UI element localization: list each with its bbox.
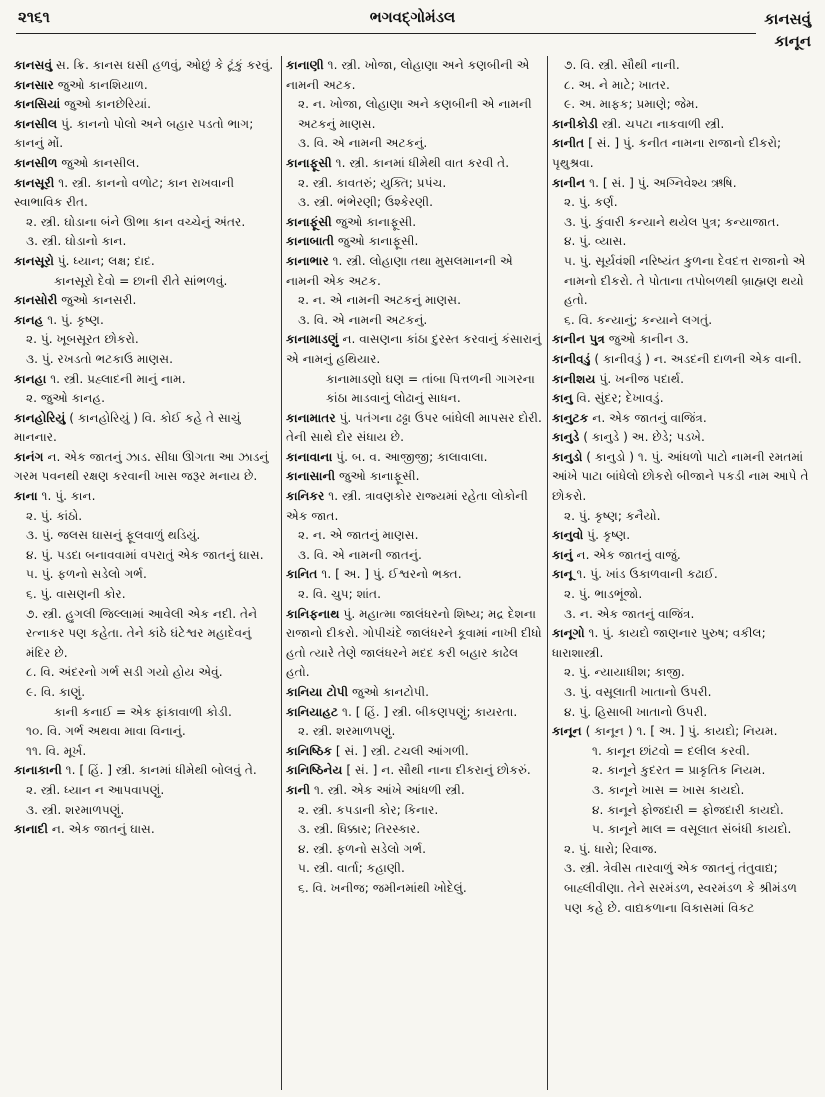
entry-definition: પું. કાનનો પોલો અને બહાર પડતો ભાગ; કાનનું મોં. bbox=[14, 116, 254, 151]
entry-definition: પું. ધ્યાન; લક્ષ; દાદ. bbox=[53, 253, 155, 268]
entry-definition: વિ. સુંદર; દેખાવડું. bbox=[572, 391, 664, 406]
dictionary-entry bbox=[552, 115, 814, 135]
entry-definition: ૬. પું. વાસણની કોર. bbox=[26, 587, 126, 602]
headword: કાનસિયાં bbox=[14, 97, 61, 112]
dictionary-entry bbox=[286, 605, 542, 683]
headword: કાનુડે bbox=[552, 430, 580, 445]
entry-sense bbox=[286, 291, 542, 311]
entry-sense bbox=[14, 546, 276, 566]
headword: કાનૂન bbox=[552, 724, 582, 739]
entry-definition: જુઓ કાનશિયાળ. bbox=[53, 77, 148, 92]
entry-definition: ૧૧. વિ. મૂર્ખ. bbox=[26, 743, 87, 758]
entry-definition: ૪. સ્ત્રી. ફળનો સડેલો ગર્ભ. bbox=[298, 841, 426, 856]
entry-definition: [ સં. ] પું. કનીત નામના રાજાનો દીકરો; પૃથુશ્રવા. bbox=[552, 136, 782, 170]
entry-definition: ૨. જુઓ કાનહ. bbox=[26, 391, 106, 406]
entry-definition: ૩. પું. રખડતો ભટકાઉ માણસ. bbox=[26, 351, 174, 366]
dictionary-entry bbox=[552, 448, 814, 507]
entry-phrase bbox=[552, 820, 814, 840]
entry-sense bbox=[552, 859, 814, 918]
headword: કાનીત bbox=[552, 136, 585, 151]
dictionary-entry bbox=[14, 820, 276, 840]
entry-sense bbox=[286, 801, 542, 821]
headword: કાનું bbox=[552, 547, 573, 562]
dictionary-entry bbox=[552, 350, 814, 370]
entry-definition: ૪. પું. હિસાબી ખાતાનો ઉપરી. bbox=[564, 704, 708, 719]
header-rule bbox=[16, 33, 756, 34]
headword: કાનસૂરી bbox=[14, 175, 55, 190]
entry-sense bbox=[286, 526, 542, 546]
entry-definition: કાનસૂરો દેવો = છાની રીતે સાંભળવું. bbox=[54, 273, 228, 288]
dictionary-entry bbox=[286, 448, 542, 468]
entry-definition: ૨. પું. ધારો; રિવાજ. bbox=[564, 841, 658, 856]
entry-definition: ( કાનુડે ) અ. છેડે; પડખે. bbox=[579, 430, 705, 445]
entry-definition: ૫. પું. સૂર્યવંશી નરિષ્યંત કુળના દેવદત્ત રાજાનો એ નામનો દીકરો. તે પોતાના તપોબળથી બ્રાહ્મણ થયો હતો. bbox=[564, 253, 806, 308]
entry-definition: ૧. પું. કાયદો જાણનાર પુરુષ; વકીલ; ધારાશાસ્ત્રી. bbox=[552, 626, 766, 660]
entry-sense bbox=[286, 95, 542, 134]
entry-definition: ન. એક જાતનું વાજિંત્ર. bbox=[588, 410, 707, 425]
dictionary-entry bbox=[14, 409, 276, 448]
entry-definition: ( કાનુડો ) ૧. પું. આંધળો પાટો નામની રમતમાં આંખે પાટા બાંધેલો છોકરો બીજાને પકડી નામ આપે તે છોકરો. bbox=[552, 449, 809, 504]
entry-phrase bbox=[14, 703, 276, 723]
dictionary-entry bbox=[286, 252, 542, 291]
headword: કાનસીલ bbox=[14, 116, 58, 131]
dictionary-entry bbox=[286, 565, 542, 585]
headword: કાનસૂરો bbox=[14, 253, 54, 268]
entry-definition: ૮. અ. ને માટે; ખાતર. bbox=[564, 77, 670, 92]
entry-definition: ૨. પું. ન્યાયાધીશ; કાજી. bbox=[564, 665, 685, 680]
entry-definition: ૨. પું. કૃષ્ણ; કનૈયો. bbox=[564, 508, 661, 523]
entry-definition: ૧. કાનૂન છાંટવો = દલીલ કરવી. bbox=[592, 743, 750, 758]
entry-sense bbox=[552, 213, 814, 233]
entry-definition: કાનામાડણો ઘણ = તાંબા પિત્તળની ગાગરના કાંઠા માડવાનું લોઢાનું સાધન. bbox=[326, 371, 535, 406]
headword: કાનુ bbox=[552, 391, 573, 406]
entry-sense bbox=[552, 703, 814, 723]
dictionary-entry bbox=[286, 330, 542, 369]
entry-definition: ૬. વિ. ખનીજ; જમીનમાંથી ખોદેલું. bbox=[298, 880, 467, 895]
headword: કાનિત bbox=[286, 567, 318, 582]
headword: કાનાભાર bbox=[286, 253, 329, 268]
entry-definition: ૬. વિ. કન્યાનું; કન્યાને લગતું. bbox=[564, 312, 713, 327]
entry-sense bbox=[552, 232, 814, 252]
entry-definition: ૨. પું. કર્ણ. bbox=[564, 195, 618, 210]
entry-definition: ૨. સ્ત્રી. કાવતરું; યુક્તિ; પ્રપંચ. bbox=[298, 175, 447, 190]
entry-sense bbox=[14, 526, 276, 546]
page-header bbox=[0, 0, 825, 56]
headword: કાનિફનાથ bbox=[286, 606, 340, 621]
entry-definition: ૩. પું. કુંવારી કન્યાને થયેલ પુત્ર; કન્યાજાત. bbox=[564, 214, 780, 229]
guide-words bbox=[764, 8, 811, 52]
entry-sense bbox=[14, 213, 276, 233]
dictionary-entry bbox=[552, 330, 814, 350]
entry-sense bbox=[14, 330, 276, 350]
entry-definition: પું. બ. વ. આજીજી; કાલાવાલા. bbox=[332, 449, 488, 464]
entry-definition: [ સં. ] ન. સૌથી નાના દીકરાનું છોકરું. bbox=[342, 763, 531, 778]
dictionary-entry bbox=[286, 213, 542, 233]
entry-definition: સ. ક્રિ. કાનસ ઘસી હળવું, ઓછું કે ટૂંકું કરવું. bbox=[52, 58, 274, 72]
dictionary-entry bbox=[552, 389, 814, 409]
headword: કાનિયાહટ bbox=[286, 704, 339, 719]
entry-phrase bbox=[552, 742, 814, 762]
dictionary-entry bbox=[14, 252, 276, 272]
entry-definition: ( કાનૂન ) ૧. [ અ. ] પું. કાયદો; નિયમ. bbox=[581, 724, 778, 739]
dictionary-entry bbox=[552, 370, 814, 390]
headword: કાનસોરી bbox=[14, 293, 58, 308]
entry-phrase bbox=[286, 370, 542, 409]
headword: કાનસવું bbox=[14, 58, 53, 72]
entry-definition: ૧. સ્ત્રી. પ્રહ્લાદની માનું નામ. bbox=[46, 371, 186, 386]
headword: કાનસીળ bbox=[14, 155, 58, 170]
entry-definition: ૩. ન. એક જાતનું વાજિંત્ર. bbox=[564, 606, 695, 621]
headword: કાનહોરિયું bbox=[14, 410, 66, 425]
entry-definition: ન. વાસણના કાંઠા દુરસ્ત કરવાનું કંસારાનું એ નામનું હથિયાર. bbox=[286, 332, 542, 366]
entry-phrase bbox=[552, 761, 814, 781]
headword: કાનીકોડી bbox=[552, 116, 598, 131]
dictionary-entry bbox=[552, 409, 814, 429]
entry-definition: ૨. પું. ભાડભૂંજો. bbox=[564, 587, 643, 602]
entry-phrase bbox=[552, 801, 814, 821]
dictionary-entry bbox=[552, 624, 814, 663]
dictionary-entry bbox=[14, 95, 276, 115]
entry-definition: ૧૦. વિ. ગર્ભ અથવા માવા વિનાનું. bbox=[26, 724, 186, 739]
entry-definition: ૯. અ. માફક; પ્રમાણે; જેમ. bbox=[564, 97, 699, 112]
entry-definition: ( કાનહોરિયું ) વિ. કોઈ કહે તે સાચું માનનાર. bbox=[14, 410, 241, 445]
entry-sense bbox=[14, 801, 276, 821]
entry-sense bbox=[552, 585, 814, 605]
column-divider bbox=[547, 56, 548, 1090]
entry-definition: સ્ત્રી. ચપટા નાકવાળી સ્ત્રી. bbox=[597, 116, 725, 131]
entry-sense bbox=[286, 546, 542, 566]
dictionary-entry bbox=[14, 56, 276, 76]
headword: કાનીશય bbox=[552, 371, 596, 386]
entry-definition: [ સં. ] સ્ત્રી. ટચલી આંગળી. bbox=[332, 743, 469, 758]
dictionary-entry bbox=[286, 409, 542, 448]
dictionary-entry bbox=[14, 174, 276, 213]
entry-sense bbox=[14, 565, 276, 585]
dictionary-entry bbox=[552, 722, 814, 742]
entry-sense bbox=[14, 663, 276, 683]
entry-definition: ૨. સ્ત્રી. ધ્યાન ન આપવાપણું. bbox=[26, 782, 165, 797]
headword: કાનાણી bbox=[286, 58, 324, 72]
entry-definition: ન. એક જાતનું વાજું. bbox=[572, 547, 681, 562]
entry-definition: ૩. પું. વસૂલાતી ખાતાનો ઉપરી. bbox=[564, 685, 712, 699]
entry-definition: ૨. ન. ખોજા, લોહાણા અને કણબીની એ નામની અટકનું માણસ. bbox=[298, 97, 532, 131]
entry-sense bbox=[14, 389, 276, 409]
entry-sense bbox=[286, 193, 542, 213]
entry-definition: ૨. ન. એ નામની અટકનું માણસ. bbox=[298, 293, 462, 308]
entry-sense bbox=[552, 76, 814, 96]
entry-sense bbox=[552, 507, 814, 527]
entry-definition: ૩. વિ. એ નામની અટકનું. bbox=[298, 136, 428, 151]
entry-definition: ૪. પું. પડદા બનાવવામાં વપરાતું એક જાતનું ઘાસ. bbox=[26, 547, 264, 562]
entry-definition: ૩. સ્ત્રી. ત્રેવીસ તારવાળું એક જાતનું તંતુવાદ્ય; બાહ્લીવીણા. તેને સરમંડળ, સ્વરમંડળ કે શ્રીમંડળ પણ કહે છે. વાદ્યકળાના વિકાસમાં વિકટ bbox=[564, 861, 797, 915]
entry-definition: ન. એક જાતનું ઝાડ. સીધા ઊગતા આ ઝાડનું ગરમ પવનથી રક્ષણ કરવાની ખાસ જરૂર મનાય છે. bbox=[14, 449, 269, 484]
entry-definition: ૧. સ્ત્રી. ત્રાવણકોર રાજ્યમાં રહેતા લોકોની એક જાત. bbox=[286, 489, 528, 523]
entry-definition: ૪. પું. વ્યાસ. bbox=[564, 234, 627, 249]
dictionary-entry bbox=[14, 487, 276, 507]
dictionary-entry bbox=[14, 154, 276, 174]
entry-definition: ૧. સ્ત્રી. કાનમાં ધીમેથી વાત કરવી તે. bbox=[331, 155, 510, 170]
headword: કાના bbox=[14, 489, 38, 504]
entry-definition: જુઓ કાનાફૂસી. bbox=[331, 214, 417, 229]
entry-definition: ૭. વિ. સ્ત્રી. સૌથી નાની. bbox=[564, 58, 680, 72]
headword: કાનીન પુત્ર bbox=[552, 332, 605, 347]
headword: કાનુવો bbox=[552, 528, 584, 543]
entry-definition: ૧. [ અ. ] પું. ઈશ્વરનો ભક્ત. bbox=[317, 567, 462, 582]
entry-definition: ૧. સ્ત્રી. લોહાણા તથા મુસલમાનની એ નામની એક અટક. bbox=[286, 253, 513, 288]
entry-definition: ૫. પું. ફળનો સડેલો ગર્ભ. bbox=[26, 567, 147, 582]
dictionary-entry bbox=[286, 703, 542, 723]
entry-definition: જુઓ કાનટોપી. bbox=[348, 685, 430, 699]
entry-definition: ૭. સ્ત્રી. હુગલી જિલ્લામાં આવેલી એક નદી. તેને રત્નાકર પણ કહેતા. તેને કાંઠે ઘંટેશ્વર મહાદેવનું મંદિર છે. bbox=[26, 606, 258, 660]
column-divider bbox=[281, 56, 282, 1090]
entry-sense bbox=[14, 585, 276, 605]
dictionary-entry bbox=[552, 174, 814, 194]
entry-definition: ૩. પું. જલસ ઘાસનું ફૂલવાળું થડિયું. bbox=[26, 528, 201, 543]
entry-definition: ૨. સ્ત્રી. શરમાળપણું. bbox=[298, 724, 396, 739]
entry-sense bbox=[14, 742, 276, 762]
entry-definition: ૮. વિ. અંદરનો ગર્ભ સડી ગયો હોય એવું. bbox=[26, 665, 223, 680]
dictionary-entry bbox=[14, 76, 276, 96]
entry-definition: ૨. ન. એ જાતનું માણસ. bbox=[298, 528, 419, 543]
entry-definition: ૩. સ્ત્રી. ધિક્કાર; તિરસ્કાર. bbox=[298, 822, 421, 837]
entry-sense bbox=[552, 56, 814, 76]
dictionary-entry bbox=[14, 291, 276, 311]
entry-definition: ૩. સ્ત્રી. ઘોડાનો કાન. bbox=[26, 234, 127, 249]
entry-definition: જુઓ કાનછેરિયાં. bbox=[60, 97, 152, 112]
dictionary-entry bbox=[552, 428, 814, 448]
entry-phrase bbox=[14, 272, 276, 292]
entry-definition: ૧. [ સં. ] પું. અગ્નિવેશ્ય ઋષિ. bbox=[585, 175, 737, 190]
entry-definition: જુઓ કાનસીલ. bbox=[57, 155, 140, 170]
entry-definition: ૫. સ્ત્રી. વાર્તા; કહાણી. bbox=[298, 861, 405, 876]
entry-definition: ૧. [ હિં. ] સ્ત્રી. બીકણપણું; કાયરતા. bbox=[338, 704, 518, 719]
entry-definition: ( કાનીવડું ) ન. અડદની દાળની એક વાની. bbox=[590, 351, 802, 366]
entry-definition: જુઓ કાનાફૂસી. bbox=[334, 234, 419, 249]
headword: કાનૂગો bbox=[552, 626, 585, 641]
headword: કાનીવડું bbox=[552, 351, 591, 366]
dictionary-entry bbox=[14, 370, 276, 390]
entry-sense bbox=[286, 859, 542, 879]
headword: કાનસાર bbox=[14, 77, 54, 92]
entry-definition: જુઓ કાનાફૂસી. bbox=[335, 469, 420, 484]
entry-definition: ૩. કાનૂને ખાસ = ખાસ કાયદો. bbox=[592, 782, 745, 797]
headword: કાનિષ્ઠિનેય bbox=[286, 763, 343, 778]
dictionary-entry bbox=[286, 154, 542, 174]
entry-definition: ૨. વિ. ચુપ; શાંત. bbox=[298, 587, 381, 602]
dictionary-entry bbox=[286, 232, 542, 252]
dictionary-entry bbox=[286, 683, 542, 703]
entry-sense bbox=[286, 820, 542, 840]
headword: કાનિષ્ઠિક bbox=[286, 743, 333, 758]
entry-sense bbox=[14, 605, 276, 664]
entry-definition: ૧. સ્ત્રી. કાનનો વળોટ; કાન રાખવાની સ્વાભાવિક રીત. bbox=[14, 175, 235, 210]
dictionary-entry bbox=[552, 565, 814, 585]
entry-definition: ન. એક જાતનું ઘાસ. bbox=[47, 822, 155, 837]
entry-definition: ૧. સ્ત્રી. એક આંખે આંધળી સ્ત્રી. bbox=[310, 782, 465, 797]
entry-sense bbox=[552, 605, 814, 625]
dictionary-entry bbox=[14, 115, 276, 154]
headword: કાનાદી bbox=[14, 822, 48, 837]
entry-definition: ૨. પું. કાંઠો. bbox=[26, 508, 83, 523]
entry-sense bbox=[552, 663, 814, 683]
headword: કાની bbox=[286, 782, 311, 797]
entry-definition: ૩. સ્ત્રી. શરમાળપણું. bbox=[26, 802, 125, 817]
entry-definition: ૩. સ્ત્રી. ભંભેરણી; ઉશ્કેરણી. bbox=[298, 195, 434, 210]
entry-definition: ૨. પું. ખૂબસૂરત છોકરો. bbox=[26, 332, 139, 347]
entry-sense bbox=[552, 95, 814, 115]
dictionary-entry bbox=[286, 56, 542, 95]
entry-definition: પું. પતંગના ઢઢ્ઢા ઉપર બાંધેલી માપસર દોરી. તેની સાથે દોર સંધાય છે. bbox=[286, 410, 542, 445]
entry-definition: કાની કનાઈ = એક ફાંકાવાળી કોડી. bbox=[54, 704, 232, 719]
entry-definition: ૧. પું. ખાંડ ઉકાળવાની કઢાઈ. bbox=[572, 567, 718, 582]
entry-definition: ૧. [ હિં. ] સ્ત્રી. કાનમાં ધીમેથી બોલવું તે. bbox=[61, 763, 257, 778]
headword: કાનહા bbox=[14, 371, 47, 386]
guide-word-last: કાનૂન bbox=[774, 32, 811, 50]
entry-definition: પું. ખનીજ પદાર્થ. bbox=[595, 371, 684, 386]
entry-definition: પું. મહાત્મા જાલંધરનો શિષ્ય; મદ્ર દેશના રાજાનો દીકરો. ગોપીચંદે જાલંધરને કૂવામાં નાખી દીધો હતો ત્યારે તેણે જાલંધરને મદદ કરી બહાર કાઢેલ હતો. bbox=[286, 606, 542, 680]
dictionary-entry bbox=[286, 487, 542, 526]
entry-sense bbox=[14, 683, 276, 703]
dictionary-entry bbox=[14, 761, 276, 781]
entry-definition: ૧. પું. કૃષ્ણ. bbox=[43, 312, 104, 327]
dictionary-entry bbox=[14, 448, 276, 487]
entry-sense bbox=[286, 174, 542, 194]
headword: કાનામાડણું bbox=[286, 332, 339, 347]
dictionary-columns bbox=[14, 56, 814, 1090]
column-1 bbox=[14, 56, 276, 1090]
entry-sense bbox=[14, 350, 276, 370]
book-title: ભગવદ્ગોમંડલ bbox=[369, 8, 456, 26]
dictionary-entry bbox=[14, 311, 276, 331]
headword: કાનિકર bbox=[286, 489, 325, 504]
entry-sense bbox=[286, 840, 542, 860]
headword: કાનાફૂંસી bbox=[286, 214, 332, 229]
headword: કાનાફૂસી bbox=[286, 155, 332, 170]
entry-phrase bbox=[552, 781, 814, 801]
entry-sense bbox=[286, 722, 542, 742]
dictionary-entry bbox=[552, 526, 814, 546]
entry-definition: ૨. સ્ત્રી. કપડાની કોર; કિનાર. bbox=[298, 802, 439, 817]
entry-sense bbox=[552, 311, 814, 331]
dictionary-entry bbox=[286, 761, 542, 781]
headword: કાનુટક bbox=[552, 410, 589, 425]
guide-word-first: કાનસવું bbox=[764, 10, 811, 28]
entry-sense bbox=[552, 683, 814, 703]
headword: કાનાસાની bbox=[286, 469, 336, 484]
entry-definition: ૧. સ્ત્રી. ખોજા, લોહાણા અને કણબીની એ નામની અટક. bbox=[286, 58, 530, 92]
headword: કાનામાતર bbox=[286, 410, 336, 425]
entry-sense bbox=[552, 252, 814, 311]
headword: કાનાકાની bbox=[14, 763, 62, 778]
entry-sense bbox=[14, 781, 276, 801]
entry-sense bbox=[286, 585, 542, 605]
dictionary-entry bbox=[286, 742, 542, 762]
headword: કાનાવાના bbox=[286, 449, 333, 464]
dictionary-entry bbox=[286, 781, 542, 801]
headword: કાનુડો bbox=[552, 449, 583, 464]
entry-sense bbox=[14, 722, 276, 742]
column-3 bbox=[552, 56, 814, 1090]
entry-definition: ૪. કાનૂને ફોજદારી = ફોજદારી કાયદો. bbox=[592, 802, 784, 817]
entry-sense bbox=[552, 193, 814, 213]
dictionary-entry bbox=[552, 546, 814, 566]
entry-definition: ૫. કાનૂને માલ = વસૂલાત સંબંધી કાયદો. bbox=[592, 822, 792, 837]
entry-sense bbox=[14, 232, 276, 252]
headword: કાનૂ bbox=[552, 567, 573, 582]
entry-definition: પું. કૃષ્ણ. bbox=[583, 528, 631, 543]
entry-definition: ૩. વિ. એ નામની જાતનું. bbox=[298, 547, 422, 562]
page-number: ૨૧૬૧ bbox=[18, 8, 50, 26]
entry-definition: ૯. વિ. કાણું. bbox=[26, 685, 86, 699]
column-2 bbox=[286, 56, 542, 1090]
entry-sense bbox=[286, 879, 542, 899]
entry-sense bbox=[286, 134, 542, 154]
entry-sense bbox=[286, 311, 542, 331]
dictionary-entry bbox=[286, 467, 542, 487]
entry-sense bbox=[552, 840, 814, 860]
headword: કાનીન bbox=[552, 175, 586, 190]
entry-definition: ૩. વિ. એ નામની અટકનું. bbox=[298, 312, 428, 327]
entry-definition: ૨. કાનૂને કુદરત = પ્રાકૃતિક નિયમ. bbox=[592, 763, 766, 778]
headword: કાનાબાતી bbox=[286, 234, 334, 249]
entry-definition: જુઓ કાનસરી. bbox=[57, 293, 137, 308]
entry-sense bbox=[14, 507, 276, 527]
headword: કાનંગ bbox=[14, 449, 44, 464]
dictionary-entry bbox=[552, 134, 814, 173]
entry-definition: ૨. સ્ત્રી. ઘોડાના બંને ઊભા કાન વચ્ચેનું અંતર. bbox=[26, 214, 246, 229]
entry-definition: જુઓ કાનીન ૩. bbox=[604, 332, 689, 347]
headword: કાનિયા ટોપી bbox=[286, 685, 349, 699]
entry-definition: ૧. પું. કાન. bbox=[37, 489, 96, 504]
headword: કાનહ bbox=[14, 312, 44, 327]
